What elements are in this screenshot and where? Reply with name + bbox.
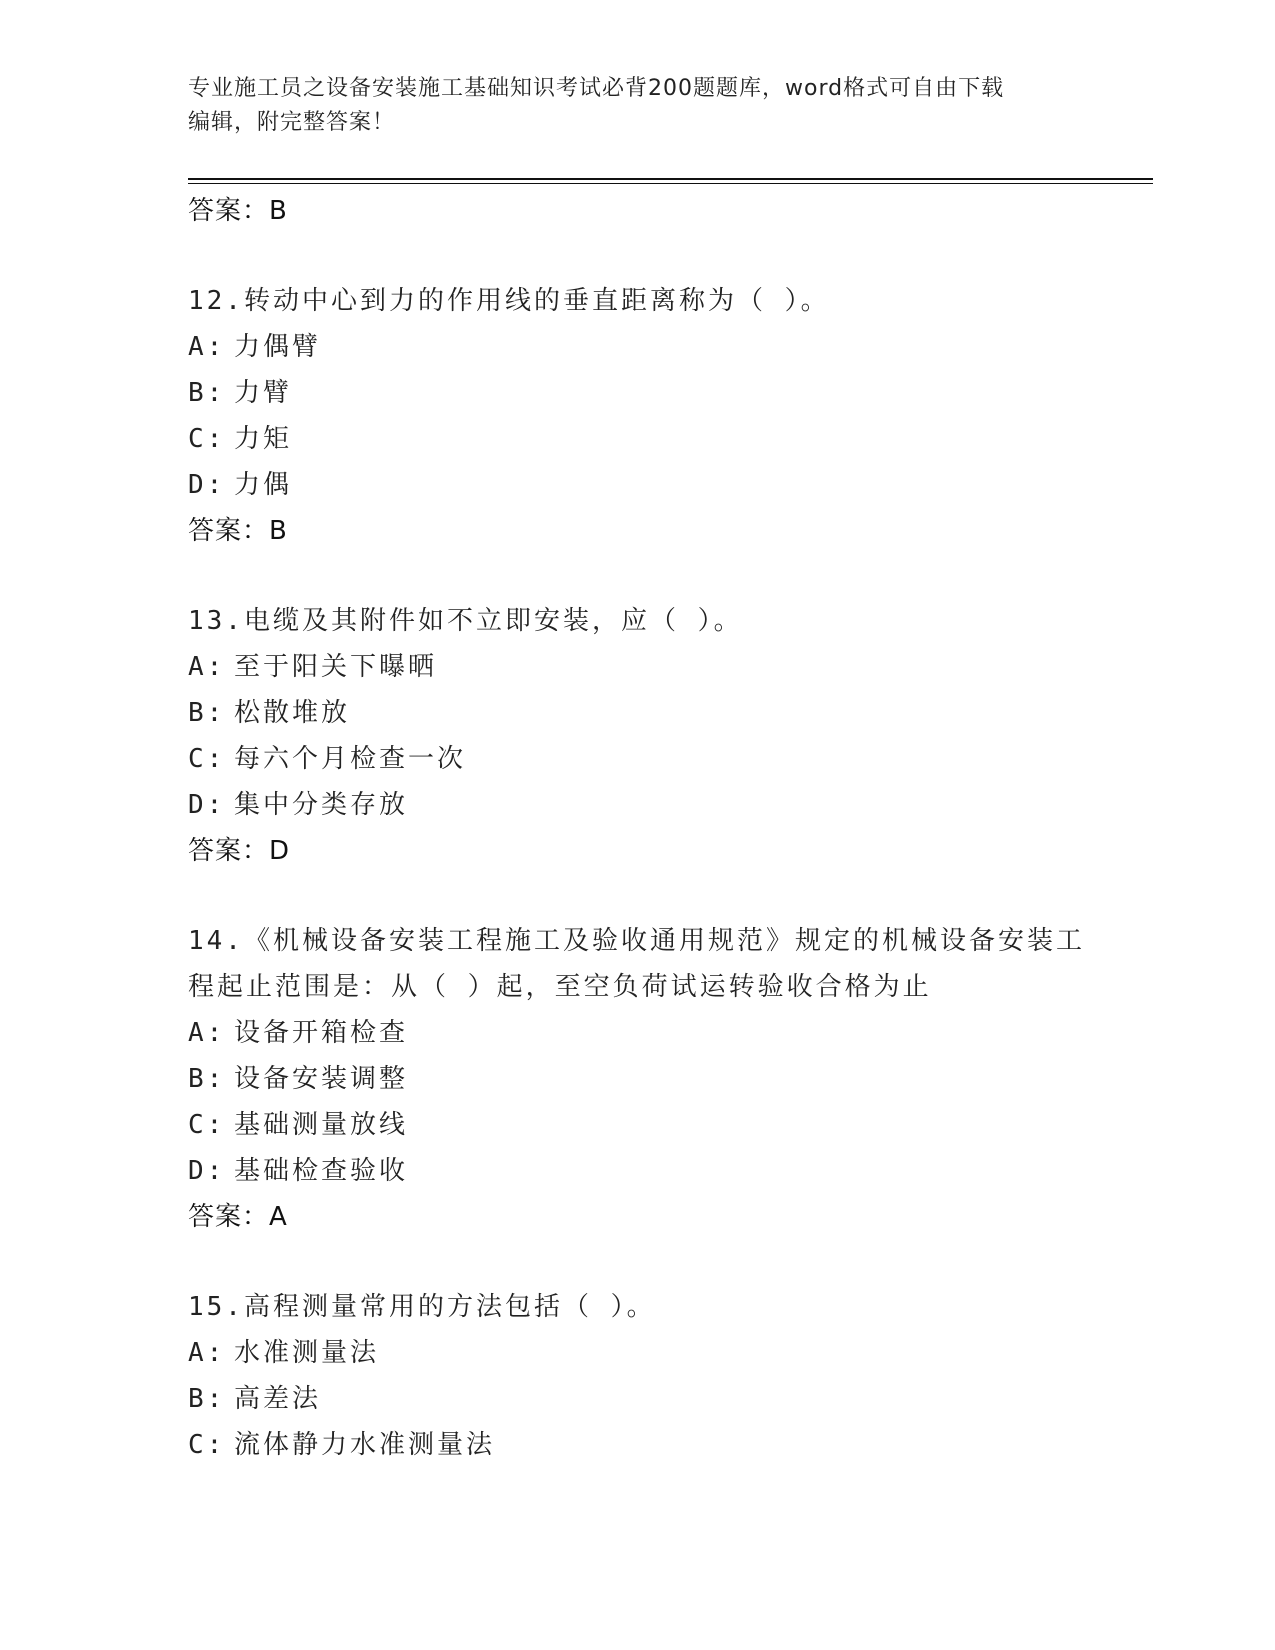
option-letter: C: [188, 1430, 226, 1460]
option-text: 基础检查验收 [234, 1156, 409, 1186]
question-stem: 程起止范围是：从（ ）起，至空负荷试运转验收合格为止 [188, 972, 932, 1002]
question-block [188, 598, 1148, 874]
option-text: 设备安装调整 [234, 1064, 409, 1094]
answer-option [188, 462, 1148, 508]
option-letter: B: [188, 1064, 226, 1094]
option-letter: B: [188, 1384, 226, 1414]
answer-option [188, 690, 1148, 736]
question-spacer [188, 234, 1148, 278]
header-divider-thin [188, 183, 1153, 184]
answer-option [188, 1010, 1148, 1056]
answer-option [188, 324, 1148, 370]
option-letter: C: [188, 1110, 226, 1140]
option-text: 基础测量放线 [234, 1110, 409, 1140]
header-line-2: 编辑，附完整答案！ [188, 110, 396, 135]
answer-option [188, 1056, 1148, 1102]
option-text: 力偶臂 [234, 332, 322, 362]
option-letter: A: [188, 1018, 226, 1048]
option-text: 力偶 [234, 470, 293, 500]
answer-option [188, 370, 1148, 416]
header-line-1: 专业施工员之设备安装施工基础知识考试必背200题题库，word格式可自由下载 [188, 76, 1005, 101]
question-stem: 14.《机械设备安装工程施工及验收通用规范》规定的机械设备安装工 [188, 926, 1085, 956]
question-block [188, 278, 1148, 554]
option-letter: B: [188, 378, 226, 408]
answer-label: 答案：D [188, 836, 291, 866]
answer-option [188, 1102, 1148, 1148]
question-spacer [188, 1240, 1148, 1284]
option-letter: C: [188, 424, 226, 454]
question-block [188, 918, 1148, 1240]
option-text: 水准测量法 [234, 1338, 380, 1368]
answer-label: 答案：A [188, 1202, 288, 1232]
answer-option [188, 736, 1148, 782]
option-letter: D: [188, 1156, 226, 1186]
question-block [188, 1284, 1148, 1468]
answer-option [188, 782, 1148, 828]
question-stem: 13.电缆及其附件如不立即安装，应（ ）。 [188, 606, 743, 636]
option-text: 设备开箱检查 [234, 1018, 409, 1048]
option-letter: D: [188, 790, 226, 820]
option-letter: B: [188, 698, 226, 728]
option-text: 每六个月检查一次 [234, 744, 467, 774]
answer-option [188, 644, 1148, 690]
answer-option [188, 1148, 1148, 1194]
answer-option [188, 1376, 1148, 1422]
option-letter: A: [188, 652, 226, 682]
option-text: 松散堆放 [234, 698, 351, 728]
document-header [188, 72, 1088, 140]
answer-option [188, 1330, 1148, 1376]
question-spacer [188, 554, 1148, 598]
answer-label: 答案：B [188, 516, 288, 546]
option-text: 高差法 [234, 1384, 322, 1414]
answer-label: 答案：B [188, 196, 288, 226]
option-letter: A: [188, 1338, 226, 1368]
option-text: 流体静力水准测量法 [234, 1430, 496, 1460]
option-letter: C: [188, 744, 226, 774]
option-text: 至于阳关下曝晒 [234, 652, 438, 682]
question-list [188, 188, 1148, 1468]
answer-option [188, 416, 1148, 462]
question-stem: 15.高程测量常用的方法包括（ ）。 [188, 1292, 656, 1322]
option-text: 力矩 [234, 424, 293, 454]
question-spacer [188, 874, 1148, 918]
option-letter: D: [188, 470, 226, 500]
header-divider-thick [188, 178, 1153, 180]
option-text: 力臂 [234, 378, 293, 408]
option-text: 集中分类存放 [234, 790, 409, 820]
option-letter: A: [188, 332, 226, 362]
question-stem: 12.转动中心到力的作用线的垂直距离称为（ ）。 [188, 286, 830, 316]
answer-option [188, 1422, 1148, 1468]
